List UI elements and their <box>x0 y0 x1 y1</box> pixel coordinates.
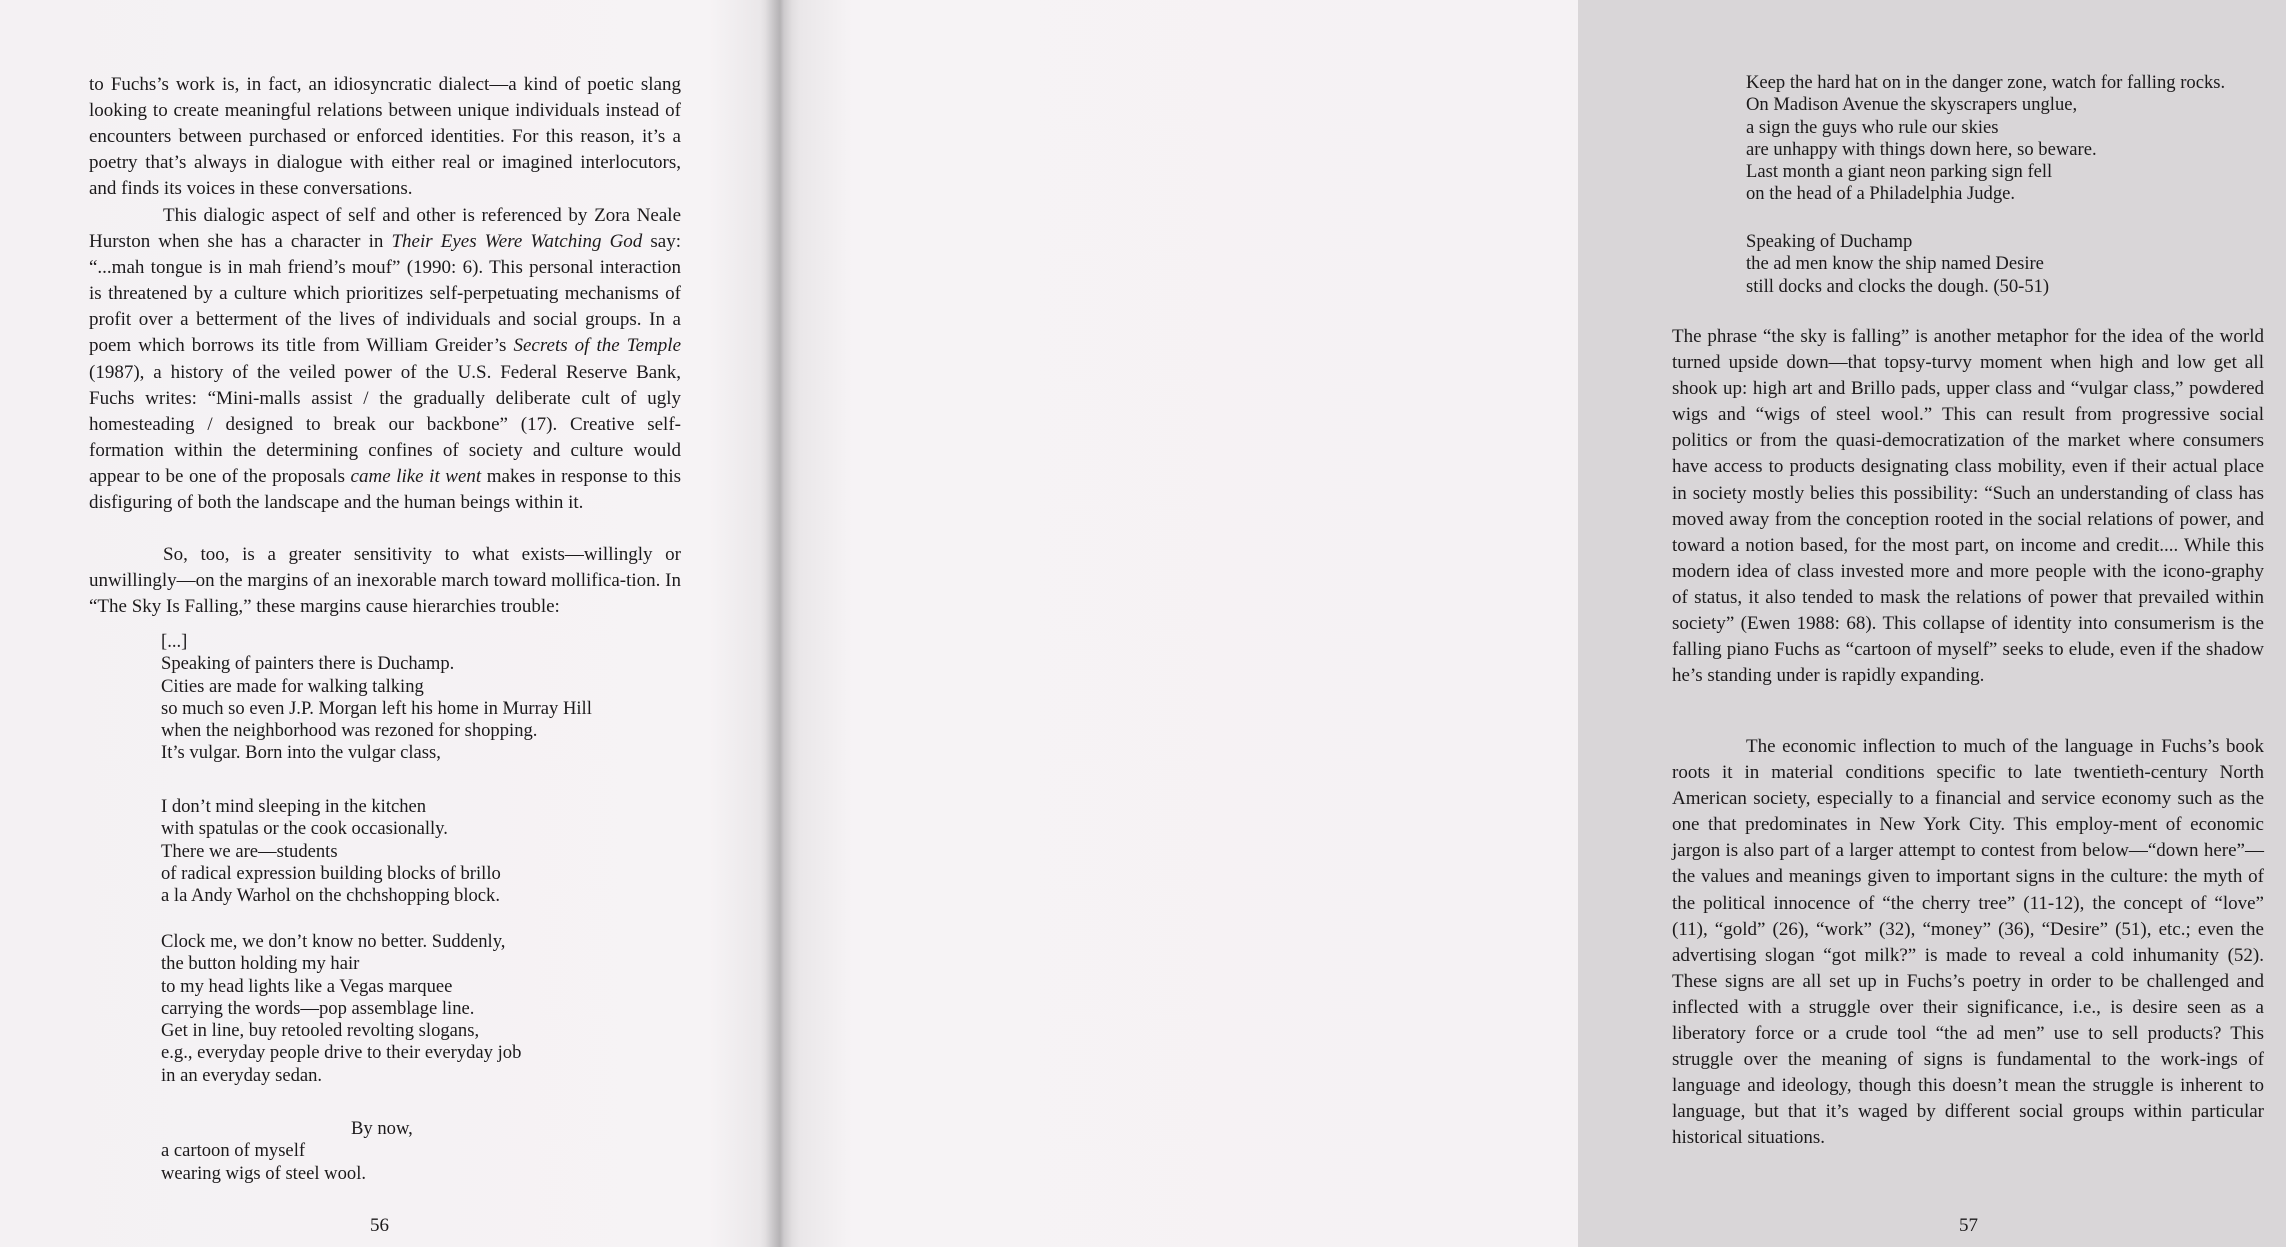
right-paragraph-2 <box>1672 734 2264 1152</box>
text-run: So, too, is a greater sensitivity to what exists—willingly or unwillingly—on the margins of an inexorable march toward mollifica-tion. In “The Sky Is Falling,” these margins cause hierarchies trouble: <box>89 544 681 618</box>
poem-line: Get in line, buy retooled revolting slogans, <box>161 1020 480 1042</box>
poem-stanza-4 <box>161 1118 681 1185</box>
poem-line: Keep the hard hat on in the danger zone, watch for falling rocks. <box>1746 72 2226 93</box>
paragraph-text <box>89 542 681 620</box>
page-number-right: 57 <box>1959 1215 1978 1236</box>
poem-line: the button holding my hair <box>161 953 360 975</box>
poem-line: carrying the words—pop assemblage line. <box>161 997 475 1019</box>
poem-line: on the head of a Philadelphia Judge. <box>1746 183 2016 205</box>
poem-line: Cities are made for walking talking <box>161 675 424 697</box>
poem-line: [...] <box>161 631 188 652</box>
poem-line: a sign the guys who rule our skies <box>1746 116 1999 138</box>
book-title-their-eyes: Their Eyes Were Watching God <box>391 231 643 253</box>
poem-line: the ad men know the ship named Desire <box>1746 253 2044 275</box>
poem-line: e.g., everyday people drive to their everyday job <box>161 1042 522 1064</box>
poem-line: Speaking of painters there is Duchamp. <box>161 653 455 675</box>
page-number-left: 56 <box>370 1215 389 1236</box>
poem-stanza-3 <box>161 931 681 1087</box>
poem-line: On Madison Avenue the skyscrapers unglue, <box>1746 94 2078 116</box>
poem-line: wearing wigs of steel wool. <box>161 1162 367 1184</box>
right-paragraph-1 <box>1672 324 2264 689</box>
book-title-came-like-it-went: came like it went <box>350 465 482 487</box>
paragraph-text <box>1672 734 2264 1152</box>
poem-line: a cartoon of myself <box>161 1140 306 1162</box>
poem-line: with spatulas or the cook occasionally. <box>161 818 448 840</box>
poem-line: There we are—students <box>161 840 338 862</box>
poem-line: a la Andy Warhol on the chchshopping block. <box>161 885 500 907</box>
poem-stanza-1 <box>161 631 681 765</box>
paragraph-text: The phrase “the sky is falling” is another metaphor for the idea of the world turned upside down—that topsy-turvy moment when high and low get all shook up: high art and Brillo pads, upper class and “vulgar class,” powdered wigs and “wigs of steel wool.” This can result from progressive social politics or from the quasi-democratization of the market where consumers have access to products designating class mobility, even if their actual place in society mostly belies this possibility: “Such an understanding of class has moved away from the conception rooted in the social relations of power, and toward a notion based, for the most part, on income and credit.... While this modern idea of class invested more and more people with the icono-graphy of status, it also tended to mask the relations of power that prevailed within society” (Ewen 1988: 68). This collapse of identity into consumerism is the falling piano Fuchs as “cartoon of myself” seeks to elude, even if the shadow he’s standing under is rapidly expanding. <box>1672 326 2264 687</box>
poem-line: I don’t mind sleeping in the kitchen <box>161 796 427 817</box>
poem-line: Last month a giant neon parking sign fell <box>1746 161 2053 183</box>
text-run: say: “...mah tongue is in mah friend’s mouf” (1990: 6). This personal interaction is threatened by a culture which prioritizes self-perpetuating mechanisms of profit over a betterment of the lives of individuals and social groups. In a poem which borrows its title from William Greider’s <box>89 231 681 357</box>
text-run: (1987), a history of the veiled power of the U.S. Federal Reserve Bank, Fuchs writes: “Mini-malls assist / the gradually deliberate cult of ugly homesteading / designed to break our backbone” (17). Creative self-formation within the determining confines of society and culture would appear to be one of the proposals <box>89 361 681 487</box>
poem-stanza-right-1 <box>1746 72 2286 206</box>
poem-line: still docks and clocks the dough. (50-51) <box>1746 275 2050 297</box>
book-title-secrets-of-the-temple: Secrets of the Temple <box>513 335 681 357</box>
left-paragraph-3 <box>89 542 681 620</box>
poem-line: Speaking of Duchamp <box>1746 231 1913 252</box>
poem-line: in an everyday sedan. <box>161 1064 323 1086</box>
left-page <box>0 0 778 1247</box>
left-paragraph-2 <box>89 203 681 516</box>
text-run: makes in response to this disfiguring of both the landscape and the human beings within it. <box>89 465 682 514</box>
poem-line: are unhappy with things down here, so beware. <box>1746 138 2097 160</box>
poem-stanza-2 <box>161 796 681 907</box>
text-run: This dialogic aspect of self and other is referenced by Zora Neale Hurston when she has a character in <box>89 205 681 253</box>
poem-line: so much so even J.P. Morgan left his home in Murray Hill <box>161 697 592 719</box>
poem-line: of radical expression building blocks of brillo <box>161 862 501 884</box>
poem-line: to my head lights like a Vegas marquee <box>161 975 453 997</box>
poem-line: It’s vulgar. Born into the vulgar class, <box>161 742 441 764</box>
left-paragraph-1 <box>89 72 681 202</box>
poem-line: By now, <box>351 1118 413 1139</box>
text-run: The economic inflection to much of the language in Fuchs’s book roots it in material conditions specific to late twentieth-century North American society, especially to a financial and service economy such as the one that predominates in New York City. This employ-ment of economic jargon is also part of a larger attempt to contest from below—“down here”—the values and meanings given to important signs in the culture: the myth of the political innocence of “the cherry tree” (11-12), the concept of “love” (11), “gold” (26), “work” (32), “money” (36), “Desire” (51), etc.; even the advertising slogan “got milk?” is made to reveal a cold inhumanity (52). These signs are all set up in Fuchs’s poetry in order to be challenged and inflected with a struggle over their significance, i.e., is desire seen as a liberatory force or a crude tool “the ad men” use to sell products? This struggle over the meaning of signs is fundamental to the work-ings of language and ideology, though this doesn’t mean the struggle is inherent to language, but that it’s waged by different social groups within particular historical situations. <box>1672 736 2264 1149</box>
poem-stanza-right-2 <box>1746 231 2286 298</box>
paragraph-text: to Fuchs’s work is, in fact, an idiosyncratic dialect—a kind of poetic slang looking to create meaningful relations between unique individuals instead of encounters between purchased or enforced identities. For this reason, it’s a poetry that’s always in dialogue with either real or imagined interlocutors, and finds its voices in these conversations. <box>89 74 681 200</box>
poem-line: Clock me, we don’t know no better. Suddenly, <box>161 931 506 952</box>
right-page <box>790 0 2264 1247</box>
paragraph-text <box>89 203 681 516</box>
poem-line: when the neighborhood was rezoned for shopping. <box>161 720 538 742</box>
